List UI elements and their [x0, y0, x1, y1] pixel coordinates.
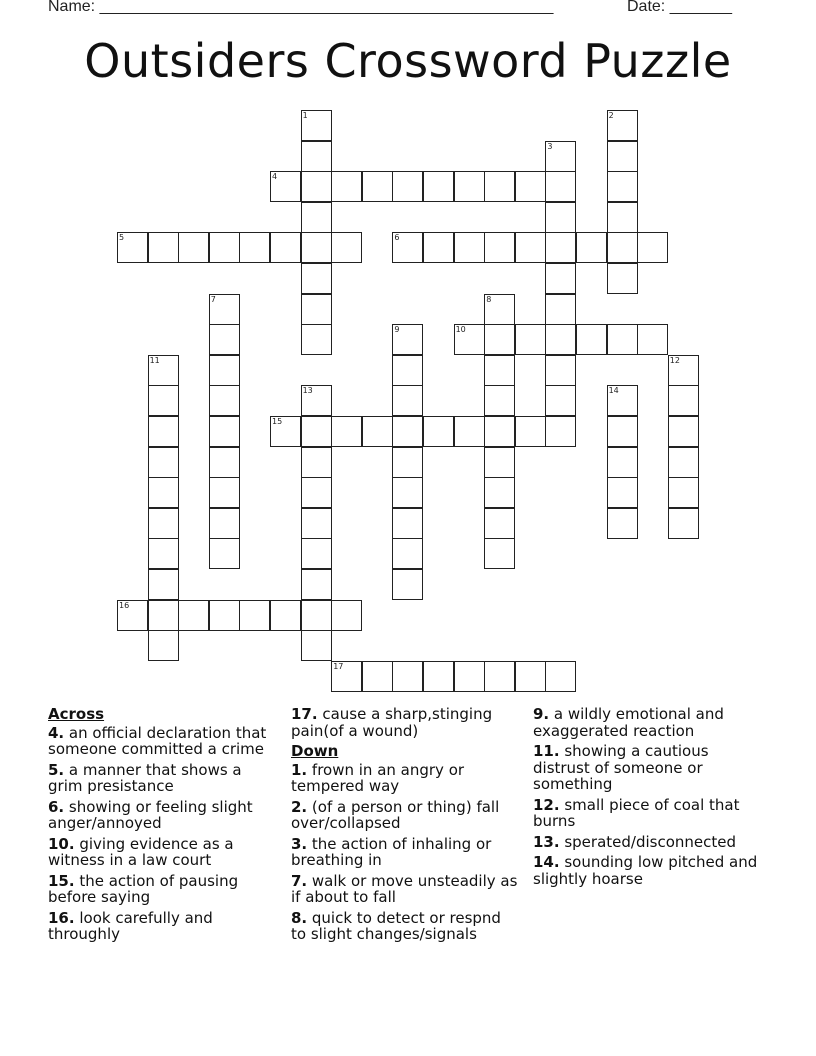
grid-cell[interactable]: [392, 171, 423, 202]
grid-cell[interactable]: [209, 477, 240, 508]
clue-across-4: 4. an official declaration that someone committed a crime: [48, 723, 267, 758]
clue-down-14: 14. sounding low pitched and slightly hoarse: [533, 853, 758, 888]
grid-cell[interactable]: [209, 508, 240, 539]
grid-cell[interactable]: [423, 232, 454, 263]
grid-cell[interactable]: [362, 416, 393, 447]
grid-cell[interactable]: [392, 324, 423, 355]
clue-down-11: 11. showing a cautious distrust of someone or something: [533, 742, 709, 793]
grid-cell[interactable]: [362, 661, 393, 692]
grid-cell[interactable]: [392, 508, 423, 539]
grid-cell[interactable]: [454, 232, 485, 263]
clue-number: 3: [547, 141, 553, 151]
grid-cell[interactable]: [545, 385, 576, 416]
grid-cell[interactable]: [209, 600, 240, 631]
grid-cell[interactable]: [484, 538, 515, 569]
grid-cell[interactable]: [301, 630, 332, 661]
clue-number: 2: [608, 111, 614, 120]
grid-cell[interactable]: [301, 600, 332, 631]
clue-number: 6: [394, 233, 400, 243]
grid-cell[interactable]: [484, 355, 515, 386]
grid-cell[interactable]: [423, 416, 454, 447]
grid-cell[interactable]: [148, 416, 179, 447]
clue-down-9: 9. a wildly emotional and exaggerated reaction: [533, 705, 724, 740]
grid-cell[interactable]: [117, 600, 148, 631]
grid-cell[interactable]: [392, 661, 423, 692]
clue-down-13: 13. sperated/disconnected: [533, 832, 737, 851]
grid-cell[interactable]: [484, 508, 515, 539]
grid-cell[interactable]: [239, 232, 270, 263]
grid-cell[interactable]: [668, 477, 699, 508]
grid-cell[interactable]: [668, 447, 699, 478]
grid-cell[interactable]: [270, 232, 301, 263]
grid-cell[interactable]: [301, 294, 332, 325]
grid-cell[interactable]: [392, 477, 423, 508]
grid-cell[interactable]: [270, 416, 301, 447]
grid-cell[interactable]: [668, 355, 699, 386]
clue-number: 4: [272, 172, 278, 182]
grid-cell[interactable]: [515, 324, 546, 355]
clue-across-15: 15. the action of pausing before saying: [48, 871, 239, 906]
grid-cell[interactable]: [392, 355, 423, 386]
date-line: _______: [669, 0, 732, 15]
grid-cell[interactable]: [545, 324, 576, 355]
clue-number: 9: [394, 325, 400, 335]
grid-cell[interactable]: [178, 232, 209, 263]
grid-cell[interactable]: [668, 385, 699, 416]
grid-cell[interactable]: [331, 600, 362, 631]
grid-cell[interactable]: [607, 447, 638, 478]
grid-cell[interactable]: [301, 324, 332, 355]
grid-cell[interactable]: [239, 600, 270, 631]
grid-cell[interactable]: [331, 416, 362, 447]
grid-cell[interactable]: [301, 171, 332, 202]
date-label: Date:: [627, 0, 666, 15]
grid-cell[interactable]: [331, 232, 362, 263]
grid-cell[interactable]: [484, 661, 515, 692]
grid-cell[interactable]: [545, 232, 576, 263]
grid-cell[interactable]: [148, 232, 179, 263]
grid-cell[interactable]: [607, 171, 638, 202]
grid-cell[interactable]: [209, 385, 240, 416]
grid-cell[interactable]: [392, 416, 423, 447]
grid-cell[interactable]: [301, 110, 332, 141]
clue-across-10: 10. giving evidence as a witness in a law court: [48, 834, 234, 869]
grid-cell[interactable]: [209, 416, 240, 447]
grid-cell[interactable]: [148, 600, 179, 631]
grid-cell[interactable]: [209, 294, 240, 325]
grid-cell[interactable]: [209, 538, 240, 569]
clue-number: 13: [302, 386, 313, 396]
clue-down-2: 2. (of a person or thing) fall over/collapsed: [291, 797, 500, 832]
grid-cell[interactable]: [454, 661, 485, 692]
grid-cell[interactable]: [301, 416, 332, 447]
grid-cell[interactable]: [209, 232, 240, 263]
grid-cell[interactable]: [392, 232, 423, 263]
grid-cell[interactable]: [301, 447, 332, 478]
grid-cell[interactable]: [607, 202, 638, 233]
grid-cell[interactable]: [515, 661, 546, 692]
grid-cell[interactable]: [301, 202, 332, 233]
clue-down-12: 12. small piece of coal that burns: [533, 795, 740, 830]
grid-cell[interactable]: [423, 171, 454, 202]
grid-cell[interactable]: [392, 569, 423, 600]
grid-cell[interactable]: [301, 141, 332, 172]
clue-number: 17: [333, 661, 344, 671]
grid-cell[interactable]: [484, 416, 515, 447]
grid-cell[interactable]: [484, 294, 515, 325]
clues-column-3: [533, 702, 761, 891]
grid-cell[interactable]: [209, 355, 240, 386]
grid-cell[interactable]: [545, 355, 576, 386]
grid-cell[interactable]: [301, 385, 332, 416]
grid-cell[interactable]: [637, 324, 668, 355]
grid-cell[interactable]: [576, 324, 607, 355]
grid-cell[interactable]: [178, 600, 209, 631]
grid-cell[interactable]: [607, 141, 638, 172]
clue-number: 1: [302, 111, 308, 120]
grid-cell[interactable]: [301, 477, 332, 508]
grid-cell[interactable]: [607, 477, 638, 508]
clue-number: 7: [210, 294, 216, 304]
grid-cell[interactable]: [484, 477, 515, 508]
down-heading: Down: [291, 742, 339, 760]
page-title: Outsiders Crossword Puzzle: [84, 34, 732, 88]
grid-cell[interactable]: [301, 538, 332, 569]
clue-number: 11: [149, 355, 160, 365]
clue-number: 14: [608, 386, 619, 396]
grid-cell[interactable]: [301, 232, 332, 263]
clue-across-17: 17. cause a sharp,stinging pain(of a wound): [291, 705, 493, 740]
clue-number: 5: [119, 233, 125, 243]
clue-down-7: 7. walk or move unsteadily as if about to fall: [291, 871, 518, 906]
clue-down-8: 8. quick to detect or respnd to slight changes/signals: [291, 908, 501, 943]
grid-cell[interactable]: [148, 630, 179, 661]
grid-cell[interactable]: [607, 110, 638, 141]
clue-across-16: 16. look carefully and throughly: [48, 908, 213, 943]
grid-cell[interactable]: [270, 171, 301, 202]
grid-cell[interactable]: [301, 508, 332, 539]
grid-cell[interactable]: [576, 232, 607, 263]
grid-cell[interactable]: [454, 324, 485, 355]
grid-cell[interactable]: [607, 385, 638, 416]
grid-cell[interactable]: [607, 232, 638, 263]
grid-cell[interactable]: [392, 538, 423, 569]
clue-down-1: 1. frown in an angry or tempered way: [291, 760, 465, 795]
clue-number: 12: [669, 355, 680, 365]
grid-cell[interactable]: [668, 416, 699, 447]
grid-cell[interactable]: [545, 263, 576, 294]
grid-cell[interactable]: [148, 385, 179, 416]
grid-cell[interactable]: [362, 171, 393, 202]
clue-number: 16: [119, 600, 130, 610]
grid-cell[interactable]: [545, 171, 576, 202]
grid-cell[interactable]: [484, 385, 515, 416]
grid-cell[interactable]: [392, 447, 423, 478]
grid-cell[interactable]: [209, 324, 240, 355]
grid-cell[interactable]: [392, 385, 423, 416]
grid-cell[interactable]: [423, 661, 454, 692]
grid-cell[interactable]: [545, 141, 576, 172]
grid-cell[interactable]: [148, 508, 179, 539]
clue-number: 8: [486, 294, 492, 304]
grid-cell[interactable]: [148, 538, 179, 569]
name-line: ___________________________________________________: [99, 0, 554, 15]
across-heading: Across: [48, 705, 105, 723]
grid-cell[interactable]: [545, 294, 576, 325]
grid-cell[interactable]: [545, 202, 576, 233]
grid-cell[interactable]: [545, 661, 576, 692]
grid-cell[interactable]: [607, 263, 638, 294]
grid-cell[interactable]: [515, 416, 546, 447]
grid-cell[interactable]: [148, 355, 179, 386]
grid-cell[interactable]: [117, 232, 148, 263]
grid-cell[interactable]: [545, 416, 576, 447]
clue-across-6: 6. showing or feeling slight anger/annoyed: [48, 797, 253, 832]
grid-cell[interactable]: [148, 569, 179, 600]
clue-across-5: 5. a manner that shows a grim presistance: [48, 760, 242, 795]
clues-column-2: [291, 702, 519, 947]
clue-number: 10: [455, 325, 466, 335]
grid-cell[interactable]: [607, 416, 638, 447]
grid-cell[interactable]: [148, 447, 179, 478]
grid-cell[interactable]: [148, 477, 179, 508]
grid-cell[interactable]: [484, 447, 515, 478]
grid-cell[interactable]: [484, 324, 515, 355]
grid-cell[interactable]: [301, 569, 332, 600]
grid-cell[interactable]: [209, 447, 240, 478]
grid-cell[interactable]: [637, 232, 668, 263]
clue-number: 15: [272, 417, 283, 426]
grid-cell[interactable]: [454, 416, 485, 447]
grid-cell[interactable]: [515, 232, 546, 263]
grid-cell[interactable]: [484, 232, 515, 263]
grid-cell[interactable]: [515, 171, 546, 202]
grid-cell[interactable]: [331, 171, 362, 202]
grid-cell[interactable]: [301, 263, 332, 294]
name-label: Name:: [48, 0, 96, 15]
clues-column-1: [48, 702, 276, 947]
grid-cell[interactable]: [607, 508, 638, 539]
grid-cell[interactable]: [270, 600, 301, 631]
grid-cell[interactable]: [454, 171, 485, 202]
clue-down-3: 3. the action of inhaling or breathing in: [291, 834, 492, 869]
grid-cell[interactable]: [484, 171, 515, 202]
grid-cell[interactable]: [331, 661, 362, 692]
grid-cell[interactable]: [668, 508, 699, 539]
grid-cell[interactable]: [607, 324, 638, 355]
